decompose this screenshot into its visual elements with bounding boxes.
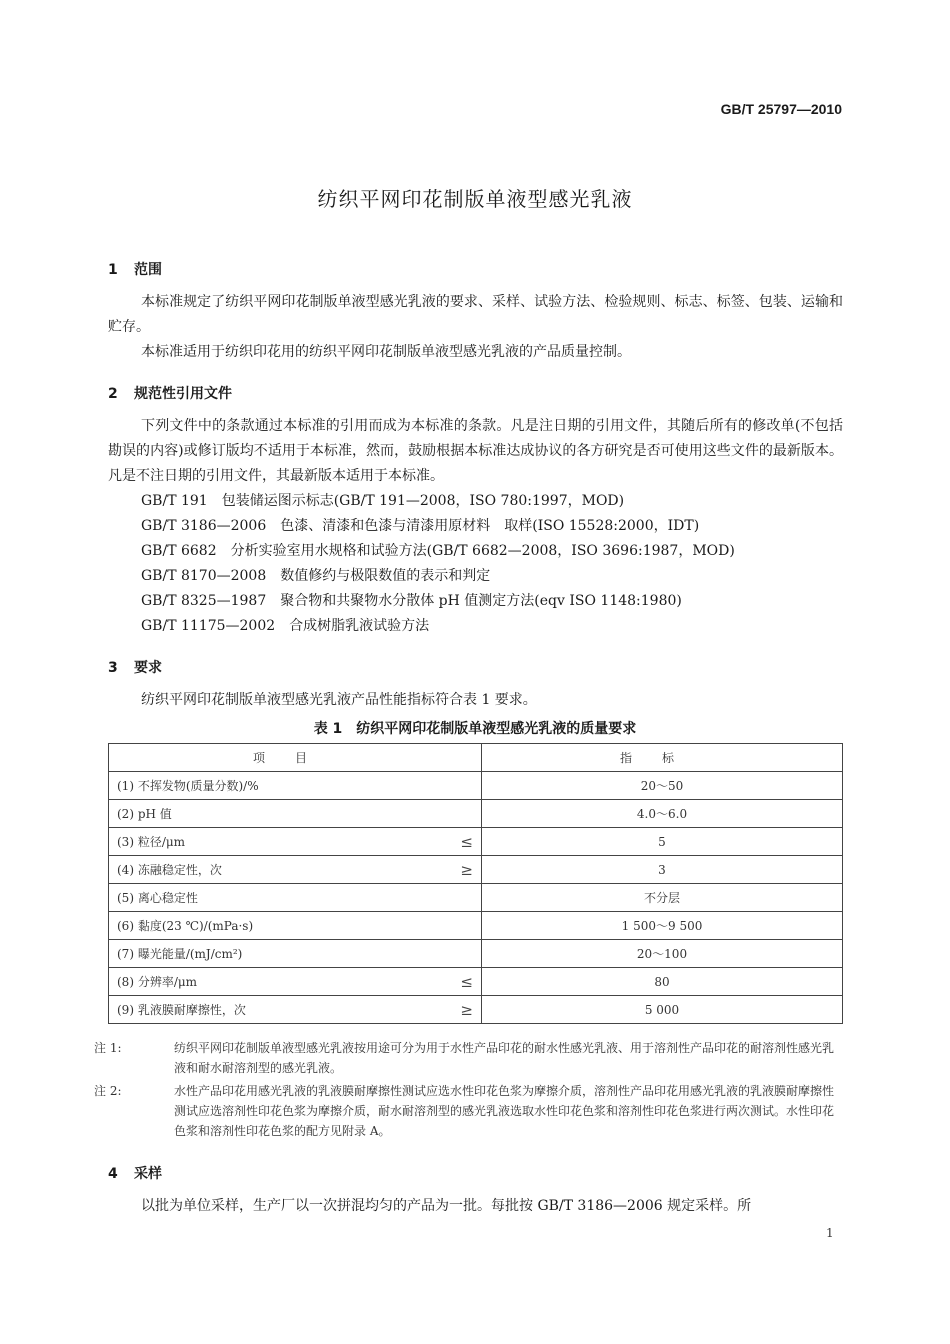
section-number: 4 <box>108 1166 118 1182</box>
item-label: (1) 不挥发物(质量分数)/% <box>117 779 259 793</box>
note-label: 注 1: <box>94 1041 122 1055</box>
table-row <box>109 856 843 884</box>
item-label: (9) 乳液膜耐摩擦性，次 <box>117 1003 246 1017</box>
reference-item: GB/T 6682 分析实验室用水规格和试验方法(GB/T 6682—2008，ISO 3696:1987，MOD) <box>141 543 735 559</box>
item-value: 3 <box>482 856 843 884</box>
comparison-symbol: ≥ <box>460 1000 473 1019</box>
table-row <box>109 772 843 800</box>
note-label: 注 2: <box>94 1084 122 1098</box>
note-text: 纺织平网印花制版单液型感光乳液按用途可分为用于水性产品印花的耐水性感光乳液、用于溶剂性产品印花的耐溶剂性感光乳液和耐水耐溶剂型的感光乳液。 <box>174 1041 835 1075</box>
column-header-item: 项目 <box>109 744 482 772</box>
section-title: 范围 <box>134 262 162 278</box>
section-4-paragraph-1: 以批为单位采样，生产厂以一次拼混均匀的产品为一批。每批按 GB/T 3186—2006 规定采样。所 <box>141 1198 752 1214</box>
table-title: 表 1 纺织平网印花制版单液型感光乳液的质量要求 <box>313 721 637 737</box>
table-note-2 <box>94 1081 843 1141</box>
item-value: 80 <box>482 968 843 996</box>
item-label: (6) 黏度(23 ℃)/(mPa·s) <box>117 919 254 933</box>
comparison-symbol: ≤ <box>460 972 473 991</box>
page-number: 1 <box>826 1226 834 1240</box>
note-text: 水性产品印花用感光乳液的乳液膜耐摩擦性测试应选水性印花色浆为摩擦介质，溶剂性产品印花用感光乳液的乳液膜耐摩擦性测试应选溶剂性印花色浆为摩擦介质，耐水耐溶剂型的感光乳液选取水性印花色浆和溶剂性印花色浆进行两次测试。水性印花色浆和溶剂性印花色浆的配方见附录 A。 <box>174 1084 835 1138</box>
reference-item: GB/T 191 包装储运图示标志(GB/T 191—2008，ISO 780:1997，MOD) <box>141 493 625 509</box>
table-row <box>109 828 843 856</box>
table-note-1 <box>94 1038 843 1078</box>
section-3-heading <box>108 657 162 677</box>
item-value: 不分层 <box>482 884 843 912</box>
table-row <box>109 940 843 968</box>
section-2-paragraph-1: 下列文件中的条款通过本标准的引用而成为本标准的条款。凡是注日期的引用文件，其随后所有的修改单(不包括勘误的内容)或修订版均不适用于本标准，然而，鼓励根据本标准达成协议的各方研究是否可使用这些文件的最新版本。凡是不注日期的引用文件，其最新版本适用于本标准。 <box>108 418 843 484</box>
quality-requirements-table <box>108 743 843 1024</box>
item-value: 20～100 <box>482 940 843 968</box>
standard-number: GB/T 25797—2010 <box>720 101 842 117</box>
section-title: 要求 <box>134 660 162 676</box>
section-number: 1 <box>108 262 118 278</box>
section-number: 2 <box>108 386 118 402</box>
section-2-heading <box>108 383 232 403</box>
reference-item: GB/T 8325—1987 聚合物和共聚物水分散体 pH 值测定方法(eqv ISO 1148:1980) <box>141 593 682 609</box>
section-title: 规范性引用文件 <box>134 386 232 402</box>
table-row <box>109 884 843 912</box>
column-header-value: 指标 <box>482 744 843 772</box>
section-number: 3 <box>108 660 118 676</box>
reference-item: GB/T 3186—2006 色漆、清漆和色漆与清漆用原材料 取样(ISO 15528:2000，IDT) <box>141 518 700 534</box>
comparison-symbol: ≥ <box>460 860 473 879</box>
table-row <box>109 996 843 1024</box>
document-title: 纺织平网印花制版单液型感光乳液 <box>317 187 633 211</box>
reference-item: GB/T 8170—2008 数值修约与极限数值的表示和判定 <box>141 568 491 584</box>
item-value: 4.0～6.0 <box>482 800 843 828</box>
item-label: (7) 曝光能量/(mJ/cm²) <box>117 947 243 961</box>
table-header-row <box>109 744 843 772</box>
table-row <box>109 912 843 940</box>
section-1-paragraph-2: 本标准适用于纺织印花用的纺织平网印花制版单液型感光乳液的产品质量控制。 <box>141 344 631 360</box>
item-value: 20～50 <box>482 772 843 800</box>
section-4-heading <box>108 1163 162 1183</box>
comparison-symbol: ≤ <box>460 832 473 851</box>
section-1-paragraph-1: 本标准规定了纺织平网印花制版单液型感光乳液的要求、采样、试验方法、检验规则、标志、标签、包装、运输和贮存。 <box>108 294 843 335</box>
table-row <box>109 800 843 828</box>
item-value: 5 000 <box>482 996 843 1024</box>
section-title: 采样 <box>134 1166 162 1182</box>
section-1-heading <box>108 259 162 279</box>
reference-item: GB/T 11175—2002 合成树脂乳液试验方法 <box>141 618 430 634</box>
item-label: (5) 离心稳定性 <box>117 891 198 905</box>
table-row <box>109 968 843 996</box>
item-label: (8) 分辨率/μm <box>117 975 198 989</box>
section-3-paragraph-1: 纺织平网印花制版单液型感光乳液产品性能指标符合表 1 要求。 <box>141 692 537 708</box>
item-value: 5 <box>482 828 843 856</box>
item-label: (2) pH 值 <box>117 807 172 821</box>
item-value: 1 500～9 500 <box>482 912 843 940</box>
item-label: (3) 粒径/μm <box>117 835 186 849</box>
item-label: (4) 冻融稳定性，次 <box>117 863 222 877</box>
